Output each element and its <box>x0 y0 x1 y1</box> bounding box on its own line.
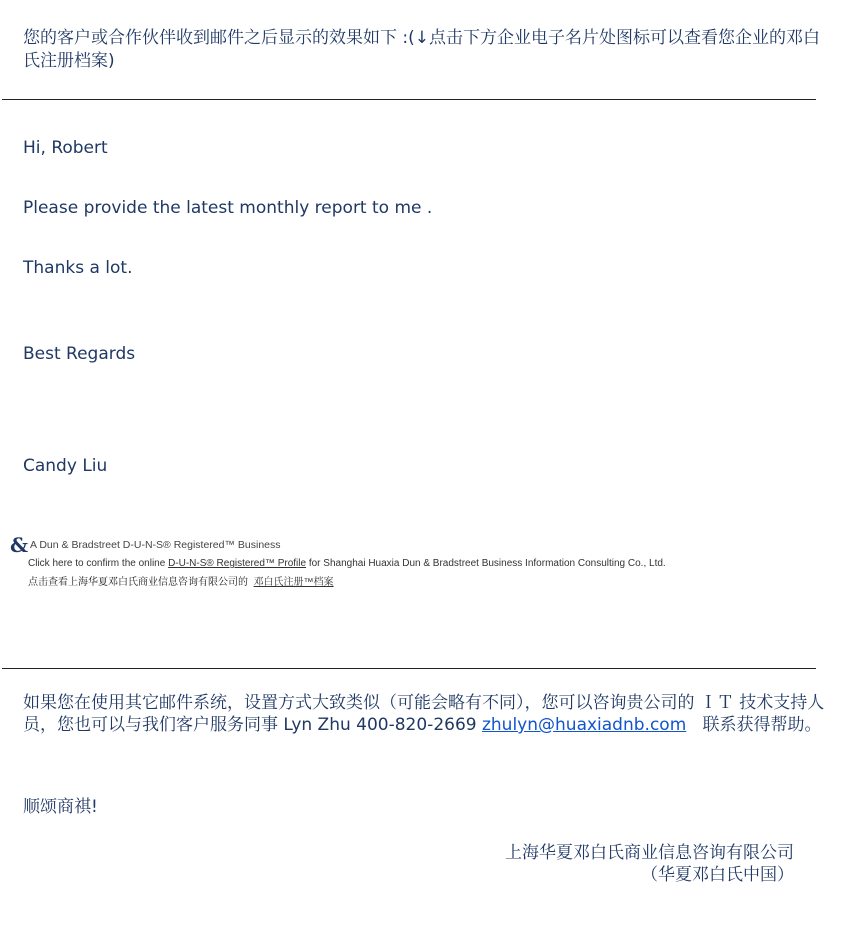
cn-profile-link[interactable]: 邓白氏注册™档案 <box>253 577 334 588</box>
cn-confirm-prefix: 点击查看上海华夏邓白氏商业信息咨询有限公司的 <box>28 577 248 588</box>
regards-text: 顺颂商祺! <box>23 797 98 817</box>
confirm-suffix: for Shanghai Huaxia Dun & Bradstreet Business Information Consulting Co., Ltd. <box>306 558 666 569</box>
email-thanks: Thanks a lot. <box>23 258 133 278</box>
email-greeting: Hi, Robert <box>23 138 108 158</box>
help-paragraph <box>23 692 835 736</box>
confirm-prefix: Click here to confirm the online <box>28 558 169 569</box>
intro-text: 您的客户或合作伙伴收到邮件之后显示的效果如下 :(↓点击下方企业电子名片处图标可以查看您企业的邓白氏注册档案) <box>23 28 821 71</box>
cn-confirm-line <box>28 573 334 588</box>
email-signature: Candy Liu <box>23 456 108 476</box>
help-text: 如果您在使用其它邮件系统，设置方式大致类似（可能会略有不同），您可以咨询贵公司的 ＩＴ 技术支持人员，您也可以与我们客户服务同事 Lyn Zhu 400-820-2669 <box>23 693 825 735</box>
company-short-name: （华夏邓白氏中国） <box>641 865 794 885</box>
confirm-line <box>28 558 666 569</box>
dnb-brand-text: A Dun & Bradstreet D-U-N-S® Registered™ Business <box>30 539 281 551</box>
support-email-link[interactable]: zhulyn@huaxiadnb.com <box>481 715 687 735</box>
help-text-end: 联系获得帮助。 <box>686 715 822 735</box>
dnb-ampersand-logo-icon[interactable] <box>10 533 29 557</box>
email-closing: Best Regards <box>23 344 136 364</box>
svg-text:&: & <box>10 533 29 557</box>
dnb-business-card[interactable] <box>10 533 700 592</box>
bottom-divider <box>2 668 816 669</box>
duns-profile-link[interactable]: D-U-N-S® Registered™ Profile <box>168 558 307 569</box>
company-name: 上海华夏邓白氏商业信息咨询有限公司 <box>505 843 794 863</box>
email-body: Please provide the latest monthly report to me . <box>23 198 433 218</box>
top-divider <box>2 99 816 100</box>
